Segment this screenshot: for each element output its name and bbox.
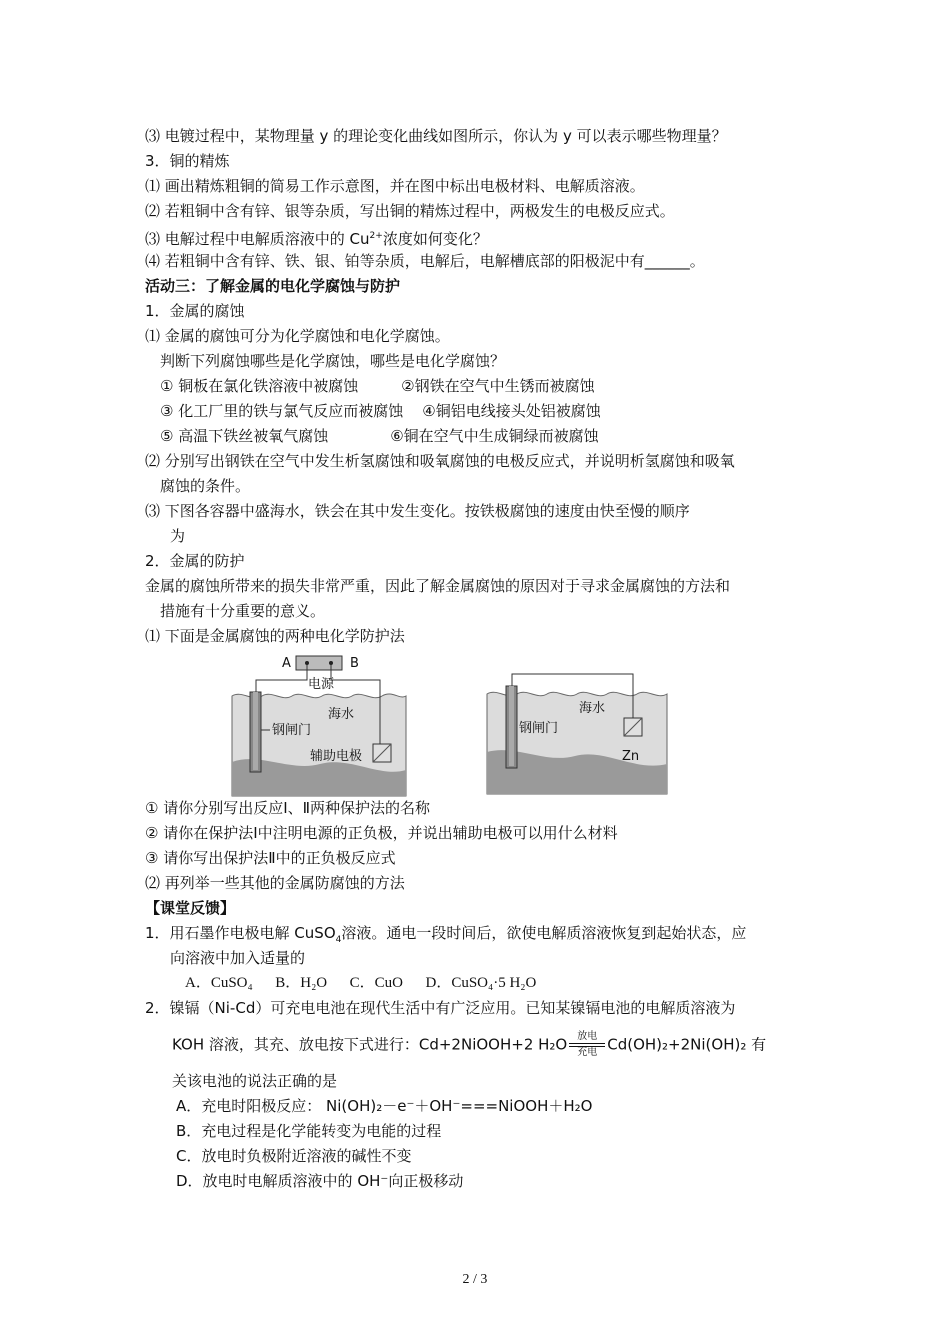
text-line: ⑵ 分别写出钢铁在空气中发生析氢腐蚀和吸氧腐蚀的电极反应式，并说明析氢腐蚀和吸氧 <box>145 452 735 470</box>
question-2: 2．镍镉（Ni-Cd）可充电电池在现代生活中有广泛应用。已知某镍镉电池的电解质溶液为 <box>145 999 736 1017</box>
text-line: ② 请你在保护法Ⅰ中注明电源的正负极，并说出辅助电极可以用什么材料 <box>145 824 618 842</box>
gate-label: 钢闸门 <box>519 721 559 736</box>
terminal-b <box>329 661 333 665</box>
label-a: A <box>282 656 291 671</box>
option-a: A．充电时阳极反应： Ni(OH)₂－e⁻＋OH⁻===NiOOH＋H₂O <box>176 1097 593 1115</box>
text-line: ⑵ 若粗铜中含有锌、银等杂质，写出铜的精炼过程中，两极发生的电极反应式。 <box>145 202 675 220</box>
discharge-label: 放电 <box>577 1031 598 1042</box>
feedback-heading: 【课堂反馈】 <box>145 899 236 917</box>
text-line: 措施有十分重要的意义。 <box>160 602 326 620</box>
option-d: D．放电时电解质溶液中的 OH⁻向正极移动 <box>176 1172 464 1190</box>
text-line <box>145 226 488 249</box>
text-part: 溶液。通电一段时间后，欲使电解质溶液恢复到起始状态，应 <box>341 924 747 942</box>
gate-label: 钢闸门 <box>272 723 312 738</box>
sacrificial-anode-diagram <box>485 664 671 796</box>
text-part: 浓度如何变化？ <box>382 230 488 248</box>
text-line: 判断下列腐蚀哪些是化学腐蚀，哪些是电化学腐蚀？ <box>160 352 506 370</box>
text-line: ⑴ 下面是金属腐蚀的两种电化学防护法 <box>145 627 405 645</box>
seawater-label: 海水 <box>579 701 606 716</box>
option-b: B．充电过程是化学能转变为电能的过程 <box>176 1122 442 1140</box>
section-heading: 2．金属的防护 <box>145 552 245 570</box>
label-b: B <box>350 656 359 671</box>
impressed-current-diagram <box>230 652 410 798</box>
text-line: ① 铜板在氯化铁溶液中被腐蚀 ②钢铁在空气中生锈而被腐蚀 <box>160 377 595 395</box>
text-line: 为 <box>170 527 186 545</box>
activity-heading: 活动三：了解金属的电化学腐蚀与防护 <box>145 277 401 295</box>
question-1 <box>145 923 746 950</box>
text-part: 1．用石墨作电极电解 CuSO <box>145 924 336 942</box>
text-part: ⑶ 电解过程中电解质溶液中的 Cu <box>145 230 370 248</box>
page-number: 2 / 3 <box>462 1272 488 1287</box>
text-line: ⑶ 下图各容器中盛海水，铁会在其中发生变化。按铁极腐蚀的速度由快至慢的顺序 <box>145 502 690 520</box>
text-line: 向溶液中加入适量的 <box>170 949 306 967</box>
text-part: Cd(OH)₂+2Ni(OH)₂ 有 <box>607 1035 767 1054</box>
charge-label: 充电 <box>577 1047 598 1058</box>
subscript: 4 <box>335 935 342 945</box>
text-line: ③ 化工厂里的铁与氯气反应而被腐蚀 ④铜铝电线接头处铝被腐蚀 <box>160 402 601 420</box>
text-line: ⑴ 金属的腐蚀可分为化学腐蚀和电化学腐蚀。 <box>145 327 450 345</box>
text-line: ⑤ 高温下铁丝被氧气腐蚀 ⑥铜在空气中生成铜绿而被腐蚀 <box>160 427 599 445</box>
text-line: ① 请你分别写出反应Ⅰ、Ⅱ两种保护法的名称 <box>145 799 431 817</box>
text-line: 腐蚀的条件。 <box>160 477 251 495</box>
option-c: C．放电时负极附近溶液的碱性不变 <box>176 1147 412 1165</box>
seawater-label: 海水 <box>328 707 355 722</box>
text-part: KOH 溶液，其充、放电按下式进行：Cd+2NiOOH+2 H₂O <box>172 1035 568 1054</box>
text-line: ⑶ 电镀过程中，某物理量 y 的理论变化曲线如图所示，你认为 y 可以表示哪些物理量？ <box>145 127 727 145</box>
aux-label: 辅助电极 <box>310 749 363 764</box>
equation-line <box>172 1032 766 1058</box>
section-heading: 1．金属的腐蚀 <box>145 302 245 320</box>
text-line: 金属的腐蚀所带来的损失非常严重，因此了解金属腐蚀的原因对于寻求金属腐蚀的方法和 <box>145 577 731 595</box>
power-source <box>296 656 342 670</box>
reaction-arrow <box>569 1032 605 1058</box>
text-line: ⑴ 画出精炼粗铜的简易工作示意图，并在图中标出电极材料、电解质溶液。 <box>145 177 645 195</box>
terminal-a <box>305 661 309 665</box>
text-line: ⑷ 若粗铜中含有锌、铁、银、铂等杂质，电解后，电解槽底部的阳极泥中有______。 <box>145 252 705 270</box>
power-label: 电源 <box>308 677 335 692</box>
steel-gate-inner <box>253 692 258 770</box>
text-line: 关该电池的说法正确的是 <box>172 1072 338 1090</box>
text-line: ③ 请你写出保护法Ⅱ中的正负极反应式 <box>145 849 396 867</box>
section-heading: 3．铜的精炼 <box>145 152 230 170</box>
question-1-options: A．CuSO₄ B．H₂O C．CuO D．CuSO₄·5 H₂O <box>185 975 537 991</box>
text-line: ⑵ 再列举一些其他的金属防腐蚀的方法 <box>145 874 405 892</box>
superscript: 2+ <box>369 231 383 241</box>
zn-label: Zn <box>622 749 640 764</box>
